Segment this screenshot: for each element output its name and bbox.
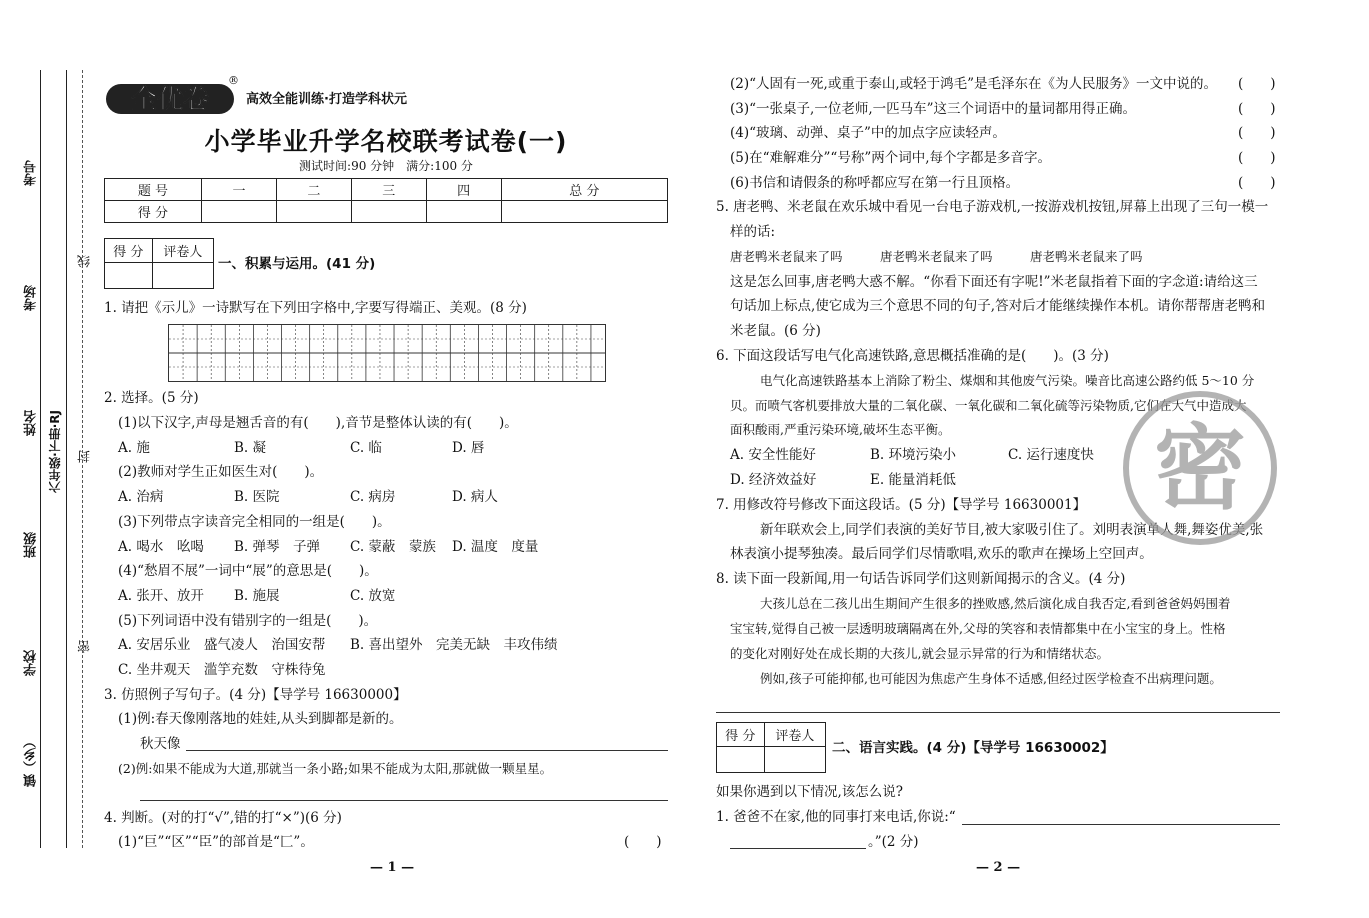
question-5-text: 米老鼠。(6 分)	[730, 323, 821, 339]
question-4-1: (1)“巨”“区”“臣”的部首是“匚”。	[118, 834, 314, 850]
binding-margin	[0, 0, 100, 918]
option: B. 环境污染小	[870, 447, 957, 463]
question-4-5: (5)在“难解难分”“号称”两个词中,每个字都是多音字。	[730, 150, 1052, 166]
brand-logo	[104, 74, 238, 118]
grader-name-cell[interactable]	[152, 263, 213, 289]
cut-line-xian: 线	[78, 255, 93, 268]
score-table-header: 三	[351, 179, 426, 201]
passage: 贝。而喷气客机要排放大量的二氧化碳、一氧化碳和二氧化硫等污染物质,它们在大气中造成大	[730, 398, 1247, 413]
cut-dashed-line	[82, 70, 83, 848]
page-title: 小学毕业升学名校联考试卷(一)	[204, 127, 568, 156]
grade-label: 六年级·下册·RJ	[48, 410, 62, 493]
school-label: 学校	[24, 650, 39, 676]
score-cell[interactable]	[501, 201, 667, 223]
grader-box-2	[716, 722, 826, 773]
class-label: 班级	[24, 532, 39, 558]
margin-line-outer	[40, 70, 41, 848]
question-4-6: (6)书信和请假条的称呼都应写在第一行且顶格。	[730, 175, 1020, 191]
question-3: 3. 仿照例子写句子。(4 分)【导学号 16630000】	[104, 687, 407, 703]
svg-text:密: 密	[1153, 415, 1247, 522]
score-cell[interactable]	[426, 201, 501, 223]
question-3-2: (2)例:如果不能成为大道,那就当一条小路;如果不能成为太阳,那就做一颗星星。	[118, 761, 553, 776]
passage: 宝宝转,觉得自己被一层透明玻璃隔离在外,父母的笑容和表情都集中在小宝宝的身上。性格	[730, 621, 1226, 636]
grader-box	[104, 238, 214, 289]
option: C. 运行速度快	[1008, 447, 1094, 463]
section-1-heading: 一、积累与运用。(41 分)	[218, 256, 376, 272]
grader-score-label: 得 分	[105, 239, 153, 263]
grader-name-label: 评卷人	[152, 239, 213, 263]
question-2-1: (1)以下汉字,声母是翘舌音的有( ),音节是整体认读的有( )。	[118, 415, 518, 431]
question-2-5: (5)下列词语中没有错别字的一组是( )。	[118, 613, 378, 629]
option: A. 安全性能好	[730, 447, 816, 463]
option: A. 施	[118, 440, 150, 456]
passage: 新年联欢会上,同学们表演的美好节目,被大家吸引住了。刘明表演单人舞,舞姿优美,张	[760, 522, 1264, 538]
option: C. 临	[350, 440, 382, 456]
name-label: 姓名	[24, 410, 39, 436]
judgment-blank[interactable]: ( )	[1238, 125, 1276, 141]
option: D. 唇	[452, 440, 485, 456]
question-1: 1. 请把《示儿》一诗默写在下列田字格中,字要写得端正、美观。(8 分)	[104, 300, 527, 316]
grader-name-cell[interactable]	[764, 747, 825, 773]
option: B. 凝	[234, 440, 267, 456]
phrase-3: 唐老鸭米老鼠来了吗	[1030, 249, 1143, 264]
registered-mark: ®	[228, 74, 239, 87]
option: D. 病人	[452, 489, 498, 505]
grader-score-cell[interactable]	[105, 263, 153, 289]
phrase-2: 唐老鸭米老鼠来了吗	[880, 249, 993, 264]
question-5: 5. 唐老鸭、米老鼠在欢乐城中看见一台电子游戏机,一按游戏机按钮,屏幕上出现了三句一模一	[716, 199, 1269, 215]
page-number: — 2 —	[976, 860, 1021, 875]
passage: 林表演小提琴独凑。最后同学们尽情歌唱,欢乐的歌声在操场上空回声。	[730, 546, 1153, 562]
section-2-heading: 二、语言实践。(4 分)【导学号 16630002】	[832, 740, 1114, 756]
question-4-2: (2)“人固有一死,或重于泰山,或轻于鸿毛”是毛泽东在《为人民服务》一文中说的。	[730, 76, 1218, 92]
grader-score-label: 得 分	[717, 723, 765, 747]
question-5-text: 句话加上标点,使它成为三个意思不同的句子,答对后才能继续操作本机。请你帮帮唐老鸭和	[730, 298, 1266, 314]
passage: 电气化高速铁路基本上消除了粉尘、煤烟和其他废气污染。噪音比高速公路约低 5～10 分	[760, 373, 1255, 388]
margin-line-inner	[66, 70, 67, 848]
option: B. 弹琴 子弹	[234, 539, 321, 555]
option: B. 施展	[234, 588, 280, 604]
question-4: 4. 判断。(对的打“√”,错的打“×”)(6 分)	[104, 810, 342, 826]
confidential-stamp	[1120, 388, 1280, 548]
passage: 例如,孩子可能抑郁,也可能因为焦虑产生身体不适感,但经过医学检查不出病理问题。	[760, 671, 1222, 686]
score-cell[interactable]	[202, 201, 277, 223]
exam-room-label: 考场	[24, 285, 39, 311]
exam-number-label: 考号	[24, 160, 39, 186]
judgment-blank[interactable]: ( )	[1238, 150, 1276, 166]
score-table-header: 题 号	[105, 179, 202, 201]
writing-grid[interactable]	[168, 324, 606, 382]
page-number: — 1 —	[370, 860, 415, 875]
cut-line-mi: 密	[78, 640, 93, 653]
option: A. 喝水 吆喝	[118, 539, 204, 555]
score-table	[104, 178, 668, 223]
passage: 的变化对刚好处在成长期的大孩儿,就会显示异常的行为和情绪状态。	[730, 646, 1109, 661]
svg-text:全优卷: 全优卷	[130, 85, 210, 115]
option: A. 张开、放开	[118, 588, 204, 604]
option: D. 温度 度量	[452, 539, 539, 555]
slogan: 高效全能训练·打造学科状元	[246, 92, 407, 107]
answer-line[interactable]	[716, 712, 1280, 713]
question-6: 6. 下面这段话写电气化高速铁路,意思概括准确的是( )。(3 分)	[716, 348, 1109, 364]
passage: 大孩儿总在二孩儿出生期间产生很多的挫败感,然后演化成自我否定,看到爸爸妈妈围着	[760, 596, 1231, 611]
answer-prompt: 秋天像	[140, 736, 181, 752]
question-2-3: (3)下列带点字读音完全相同的一组是( )。	[118, 514, 391, 530]
judgment-blank[interactable]: ( )	[1238, 76, 1276, 92]
judgment-blank[interactable]: ( )	[1238, 175, 1276, 191]
phrase-1: 唐老鸭米老鼠来了吗	[730, 249, 843, 264]
option: C. 坐井观天 滥竽充数 守株待兔	[118, 662, 326, 678]
answer-line[interactable]	[962, 824, 1280, 825]
score-cell[interactable]	[276, 201, 351, 223]
option: C. 放宽	[350, 588, 396, 604]
option: A. 安居乐业 盛气凌人 治国安帮	[118, 637, 326, 653]
score-row-label: 得 分	[105, 201, 202, 223]
section-2-question-1: 1. 爸爸不在家,他的同事打来电话,你说:“	[716, 809, 956, 825]
passage: 面积酸雨,严重污染环境,破坏生态平衡。	[730, 422, 951, 437]
test-info: 测试时间:90 分钟 满分:100 分	[299, 159, 473, 173]
score-table-header: 总 分	[501, 179, 667, 201]
question-5-cont: 样的话:	[730, 224, 776, 240]
answer-line[interactable]	[186, 750, 668, 751]
grader-score-cell[interactable]	[717, 747, 765, 773]
option: C. 病房	[350, 489, 396, 505]
option: C. 蒙蔽 蒙族	[350, 539, 436, 555]
question-4-4: (4)“玻璃、动弹、桌子”中的加点字应读轻声。	[730, 125, 1006, 141]
question-7: 7. 用修改符号修改下面这段话。(5 分)【导学号 16630001】	[716, 497, 1087, 513]
question-4-3: (3)“一张桌子,一位老师,一匹马车”这三个词语中的量词都用得正确。	[730, 101, 1137, 117]
option: E. 能量消耗低	[870, 472, 956, 488]
question-2-4: (4)“愁眉不展”一词中“展”的意思是( )。	[118, 563, 378, 579]
cut-line-feng: 封	[78, 450, 93, 463]
judgment-blank[interactable]: ( )	[1238, 101, 1276, 117]
question-2: 2. 选择。(5 分)	[104, 390, 199, 406]
score-table-header: 二	[276, 179, 351, 201]
question-8: 8. 读下面一段新闻,用一句话告诉同学们这则新闻揭示的含义。(4 分)	[716, 571, 1126, 587]
option: B. 医院	[234, 489, 280, 505]
question-5-text: 这是怎么回事,唐老鸭大惑不解。“你看下面还有字呢!”米老鼠指着下面的字念道:请给这三	[730, 274, 1258, 290]
judgment-blank[interactable]: ( )	[624, 834, 662, 850]
question-3-1: (1)例:春天像刚落地的娃娃,从头到脚都是新的。	[118, 711, 403, 727]
section-2-question-1-end: 。”(2 分)	[868, 834, 919, 850]
answer-line[interactable]	[140, 800, 668, 801]
score-table-header: 四	[426, 179, 501, 201]
answer-line[interactable]	[730, 848, 866, 849]
grader-name-label: 评卷人	[764, 723, 825, 747]
score-cell[interactable]	[351, 201, 426, 223]
town-label: 镇（乡）	[24, 735, 39, 787]
option: B. 喜出望外 完美无缺 丰攻伟绩	[350, 637, 558, 653]
section-2-intro: 如果你遇到以下情况,该怎么说?	[716, 784, 904, 800]
question-2-2: (2)教师对学生正如医生对( )。	[118, 464, 324, 480]
option: A. 治病	[118, 489, 164, 505]
score-table-header: 一	[202, 179, 277, 201]
option: D. 经济效益好	[730, 472, 817, 488]
